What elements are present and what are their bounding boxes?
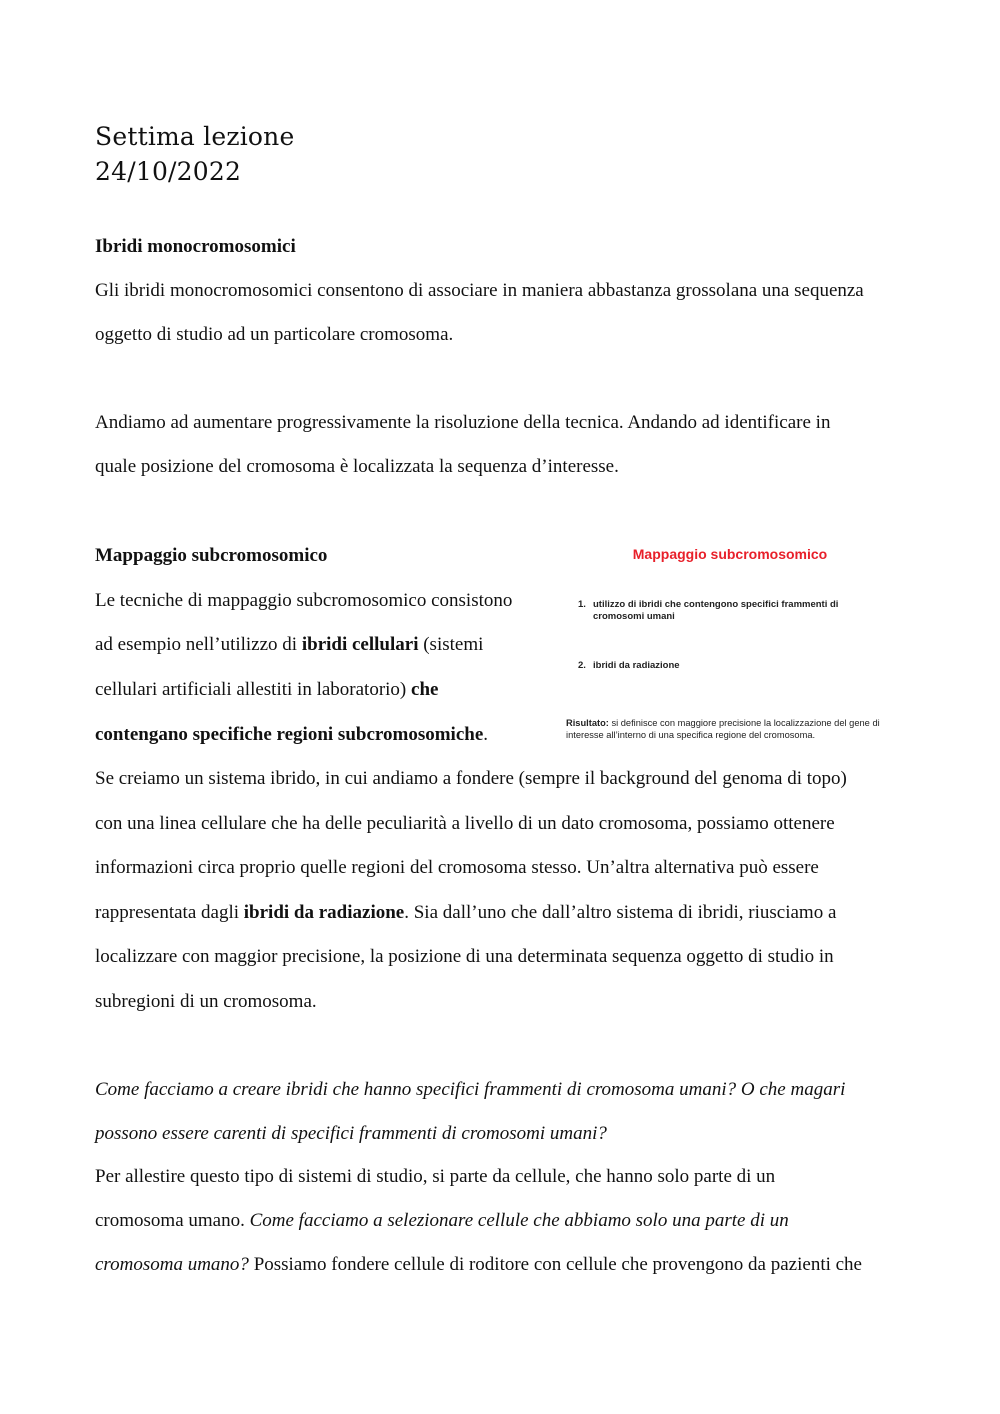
- paragraph-line: [95, 1210, 789, 1232]
- slide-result-label: Risultato:: [566, 718, 609, 728]
- slide-item-number: 1.: [578, 599, 586, 610]
- slide-result-text: interesse all’interno di una specifica regione del cromosoma.: [566, 730, 816, 740]
- paragraph-line: [95, 1254, 862, 1276]
- paragraph-line: Per allestire questo tipo di sistemi di studio, si parte da cellule, che hanno solo parte di un: [95, 1166, 776, 1187]
- paragraph-line: quale posizione del cromosoma è localizzata la sequenza d’interesse.: [95, 456, 619, 477]
- text-run: (sistemi: [418, 634, 484, 655]
- slide-item-number: 2.: [578, 660, 586, 671]
- term-ibridi-radiazione: ibridi da radiazione: [243, 902, 405, 923]
- paragraph-line: Andiamo ad aumentare progressivamente la risoluzione della tecnica. Andando ad identificare in: [95, 412, 831, 433]
- paragraph-line: con una linea cellulare che ha delle peculiarità a livello di un dato cromosoma, possiamo ottenere: [95, 813, 835, 834]
- paragraph-line: [95, 902, 836, 924]
- text-run: ad esempio nell’utilizzo di: [95, 634, 302, 655]
- section-heading-ibridi: Ibridi monocromosomici: [95, 236, 296, 257]
- paragraph-line: [95, 724, 488, 746]
- paragraph-line: Gli ibridi monocromosomici consentono di associare in maniera abbastanza grossolana una sequenza: [95, 280, 864, 301]
- question-line: Come facciamo a creare ibridi che hanno specifici frammenti di cromosoma umani? O che magari: [95, 1079, 846, 1100]
- text-run-italic: Come facciamo a selezionare cellule che abbiamo solo una parte di un: [249, 1210, 789, 1231]
- slide-item-text: utilizzo di ibridi che contengono specifici frammenti di: [593, 599, 839, 610]
- text-run: Possiamo fondere cellule di roditore con cellule che provengono da pazienti che: [248, 1254, 862, 1275]
- text-run-bold: che: [411, 679, 439, 700]
- paragraph-line: subregioni di un cromosoma.: [95, 991, 317, 1012]
- text-run: cromosoma umano.: [95, 1210, 250, 1231]
- paragraph-line: informazioni circa proprio quelle regioni del cromosoma stesso. Un’altra alternativa può essere: [95, 857, 819, 878]
- lesson-date: 24/10/2022: [95, 157, 242, 186]
- question-line: possono essere carenti di specifici frammenti di cromosomi umani?: [95, 1123, 607, 1144]
- term-ibridi-cellulari: ibridi cellulari: [301, 634, 419, 655]
- text-run: rappresentata dagli: [95, 902, 244, 923]
- paragraph-line: localizzare con maggior precisione, la posizione di una determinata sequenza oggetto di studio in: [95, 946, 834, 967]
- text-run-italic: cromosoma umano?: [95, 1254, 249, 1275]
- slide-list-item: [578, 599, 838, 623]
- text-run-bold: contengano specifiche regioni subcromosomiche: [95, 724, 484, 745]
- paragraph-line: [95, 679, 438, 701]
- paragraph-line: oggetto di studio ad un particolare cromosoma.: [95, 324, 454, 345]
- paragraph-line: [95, 634, 483, 656]
- page-title: [95, 119, 294, 189]
- text-run: cellulari artificiali allestiti in laboratorio): [95, 679, 412, 700]
- slide-list-item: [578, 660, 680, 672]
- slide-result-text: si definisce con maggiore precisione la localizzazione del gene di: [608, 718, 880, 728]
- lesson-title: Settima lezione: [95, 122, 295, 151]
- section-heading-mappaggio: Mappaggio subcromosomico: [95, 545, 328, 566]
- slide-result: [566, 717, 880, 741]
- slide-title: Mappaggio subcromosomico: [632, 546, 828, 562]
- slide-figure: [560, 537, 900, 752]
- paragraph-line: Le tecniche di mappaggio subcromosomico consistono: [95, 590, 513, 611]
- slide-item-text: cromosomi umani: [593, 611, 675, 622]
- slide-item-text: ibridi da radiazione: [593, 660, 680, 671]
- text-run: .: [483, 724, 488, 745]
- text-run: . Sia dall’uno che dall’altro sistema di ibridi, riusciamo a: [404, 902, 837, 923]
- paragraph-line: Se creiamo un sistema ibrido, in cui andiamo a fondere (sempre il background del genoma di topo): [95, 768, 847, 789]
